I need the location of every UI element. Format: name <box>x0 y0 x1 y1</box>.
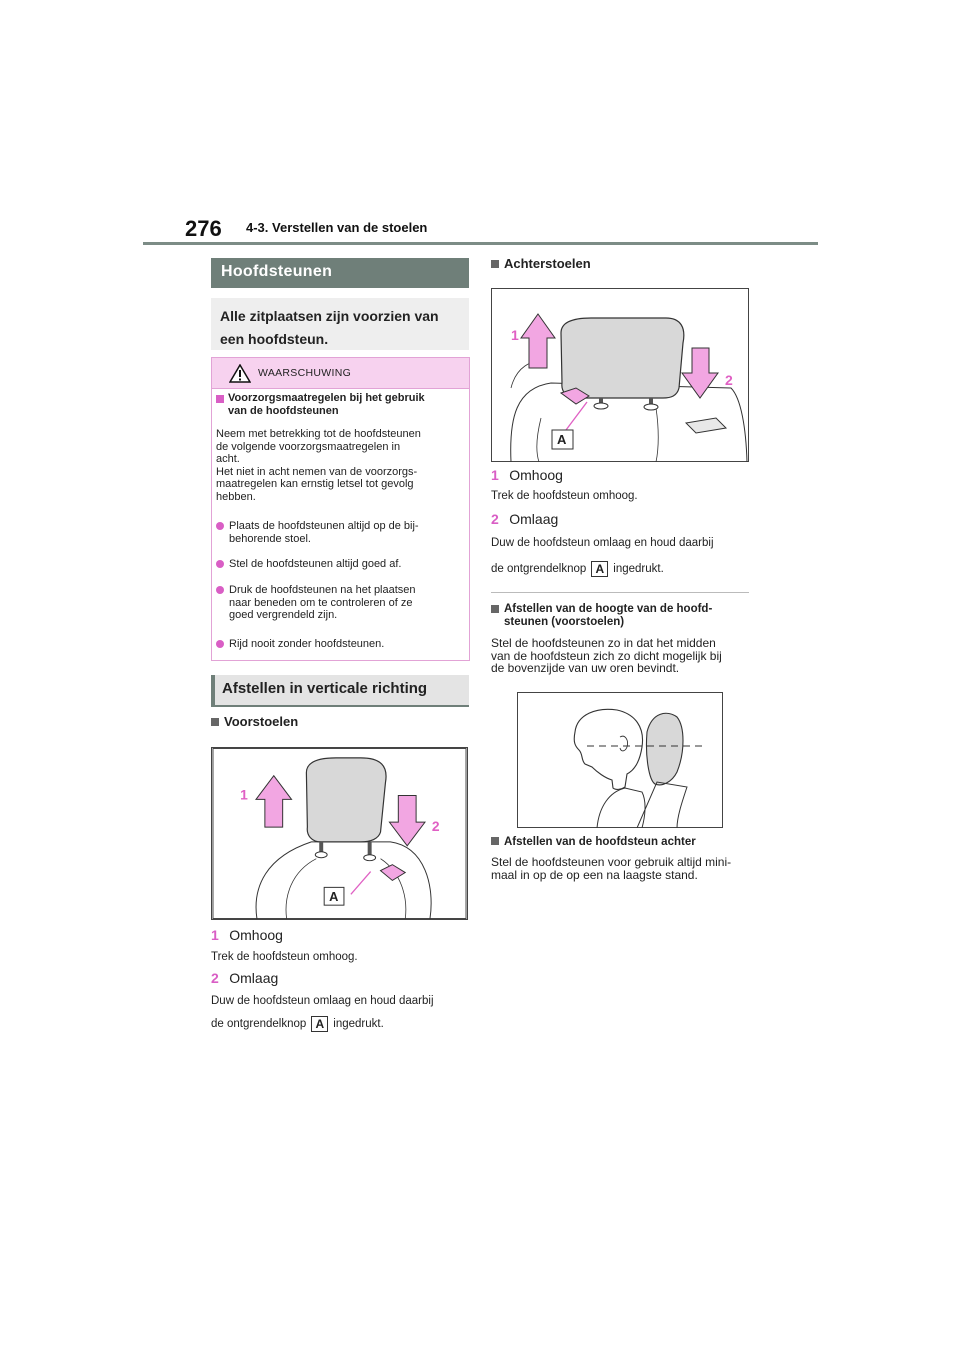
callout-a-label: A <box>329 889 339 905</box>
callout-2-label: 2 <box>725 372 733 388</box>
bullet-line: naar beneden om te controleren of ze <box>229 596 413 609</box>
callout-2-label: 2 <box>431 818 440 835</box>
warning-box <box>211 357 470 661</box>
front-step-1 <box>211 927 283 945</box>
callout-a-label: A <box>557 432 567 447</box>
front-seat-figure <box>211 747 468 920</box>
square-bullet-icon <box>216 395 224 403</box>
bullet-line: Druk de hoofdsteunen na het plaatsen <box>229 584 416 596</box>
step-label: Omhoog <box>229 927 283 943</box>
warning-line: de volgende voorzorgsmaatregelen in <box>216 440 401 453</box>
front-step-1-desc: Trek de hoofdsteun omhoog. <box>211 951 358 963</box>
warning-triangle-icon <box>229 364 251 383</box>
section-heading-bar <box>211 675 469 705</box>
desc-text: ingedrukt. <box>333 1018 384 1031</box>
warning-line: hebben. <box>216 490 256 503</box>
subheading-front-text: Voorstoelen <box>224 714 299 729</box>
warning-line: Neem met betrekking tot de hoofdsteunen <box>216 428 421 440</box>
square-bullet-icon <box>491 837 499 845</box>
subheading-front <box>211 714 298 729</box>
section-title: 4-3. Verstellen van de stoelen <box>246 220 428 235</box>
warning-body <box>216 428 421 503</box>
step-label: Omlaag <box>229 970 279 986</box>
label-a-box: A <box>311 1016 328 1032</box>
divider <box>491 592 749 593</box>
callout-1-label: 1 <box>240 786 248 803</box>
bullet-dot-icon <box>216 586 224 594</box>
step-number: 2 <box>211 970 219 986</box>
bullet-line: Rijd nooit zonder hoofdsteunen. <box>229 638 385 650</box>
step-label: Omlaag <box>509 511 559 527</box>
headrest-shape <box>561 318 684 398</box>
body-line: Stel de hoofdsteunen voor gebruik altijd mini- <box>491 855 732 869</box>
warning-line: maatregelen kan ernstig letsel tot gevolg <box>216 478 414 490</box>
warning-header <box>212 358 469 389</box>
section-heading-rule <box>211 705 469 707</box>
warning-title: WAARSCHUWING <box>258 367 352 379</box>
warning-line: Het niet in acht nemen van de voorzorgs- <box>216 465 418 478</box>
height-text <box>491 637 753 675</box>
body-line: de bovenzijde van uw oren bevindt. <box>491 661 680 675</box>
section-heading: Afstellen in verticale richting <box>222 680 428 697</box>
bullet-dot-icon <box>216 560 224 568</box>
step-number: 1 <box>211 927 219 943</box>
body-line: maal in op de op een na laagste stand. <box>491 867 698 882</box>
heading-bar <box>211 258 469 288</box>
heading-title: Hoofdsteunen <box>221 263 333 280</box>
rear-adjust-text <box>491 856 753 881</box>
label-a-box: A <box>591 561 608 577</box>
subheading-rear-text: Achterstoelen <box>504 256 591 271</box>
rear-step-2 <box>491 511 558 529</box>
page-number: 276 <box>185 216 222 241</box>
bullet-line: goed vergrendeld zijn. <box>229 609 338 621</box>
square-bullet-icon <box>491 260 499 268</box>
callout-1-label: 1 <box>511 327 519 343</box>
bullet-dot-icon <box>216 522 224 530</box>
warning-subtitle <box>216 394 466 417</box>
rear-step-1 <box>491 467 563 485</box>
step-number: 2 <box>491 511 499 527</box>
warning-line: acht. <box>216 453 240 465</box>
subheading-height <box>491 603 749 628</box>
intro-text: Alle zitplaatsen zijn voorzien van een hoofdsteun. <box>220 308 439 347</box>
step-number: 1 <box>491 467 499 483</box>
desc-text: de ontgrendelknop <box>491 563 587 576</box>
warning-subtitle-text: Voorzorgsmaatregelen bij het gebruik van de hoofdsteunen <box>228 392 425 417</box>
rear-step-2-desc: Duw de hoofdsteun omlaag en houd daarbij <box>491 537 714 549</box>
square-bullet-icon <box>491 605 499 613</box>
front-step-2-desc-line2 <box>211 1016 384 1032</box>
bullet-line: Plaats de hoofdsteunen altijd op de bij- <box>229 520 419 532</box>
rear-step-2-desc-line2 <box>491 561 664 577</box>
body-line: van de hoofdsteun zich zo dicht mogelijk bij <box>491 648 722 663</box>
desc-text: de ontgrendelknop <box>211 1018 307 1031</box>
square-bullet-icon <box>211 718 219 726</box>
bullet-line: behorende stoel. <box>229 532 311 545</box>
subheading-rear-adjust <box>491 836 696 848</box>
step-label: Omhoog <box>509 467 563 483</box>
headrest-shape <box>306 758 386 842</box>
headrest-post <box>368 842 372 856</box>
subheading-rear <box>491 256 591 271</box>
subheading-line: Afstellen van de hoogte van de hoofd- <box>504 603 713 615</box>
head-position-figure <box>517 692 723 828</box>
body-line: Stel de hoofdsteunen zo in dat het midden <box>491 636 716 650</box>
bullet-dot-icon <box>216 640 224 648</box>
subheading-text: Afstellen van de hoofdsteun achter <box>504 836 696 848</box>
intro-box <box>211 298 469 350</box>
desc-text: ingedrukt. <box>613 563 664 576</box>
rear-seat-figure <box>491 288 749 462</box>
bullet-line: Stel de hoofdsteunen altijd goed af. <box>229 558 402 570</box>
front-step-2 <box>211 970 278 988</box>
front-step-2-desc: Duw de hoofdsteun omlaag en houd daarbij <box>211 995 434 1007</box>
rear-step-1-desc: Trek de hoofdsteun omhoog. <box>491 490 638 502</box>
subheading-line: steunen (voorstoelen) <box>504 615 625 628</box>
header-divider <box>143 242 818 245</box>
